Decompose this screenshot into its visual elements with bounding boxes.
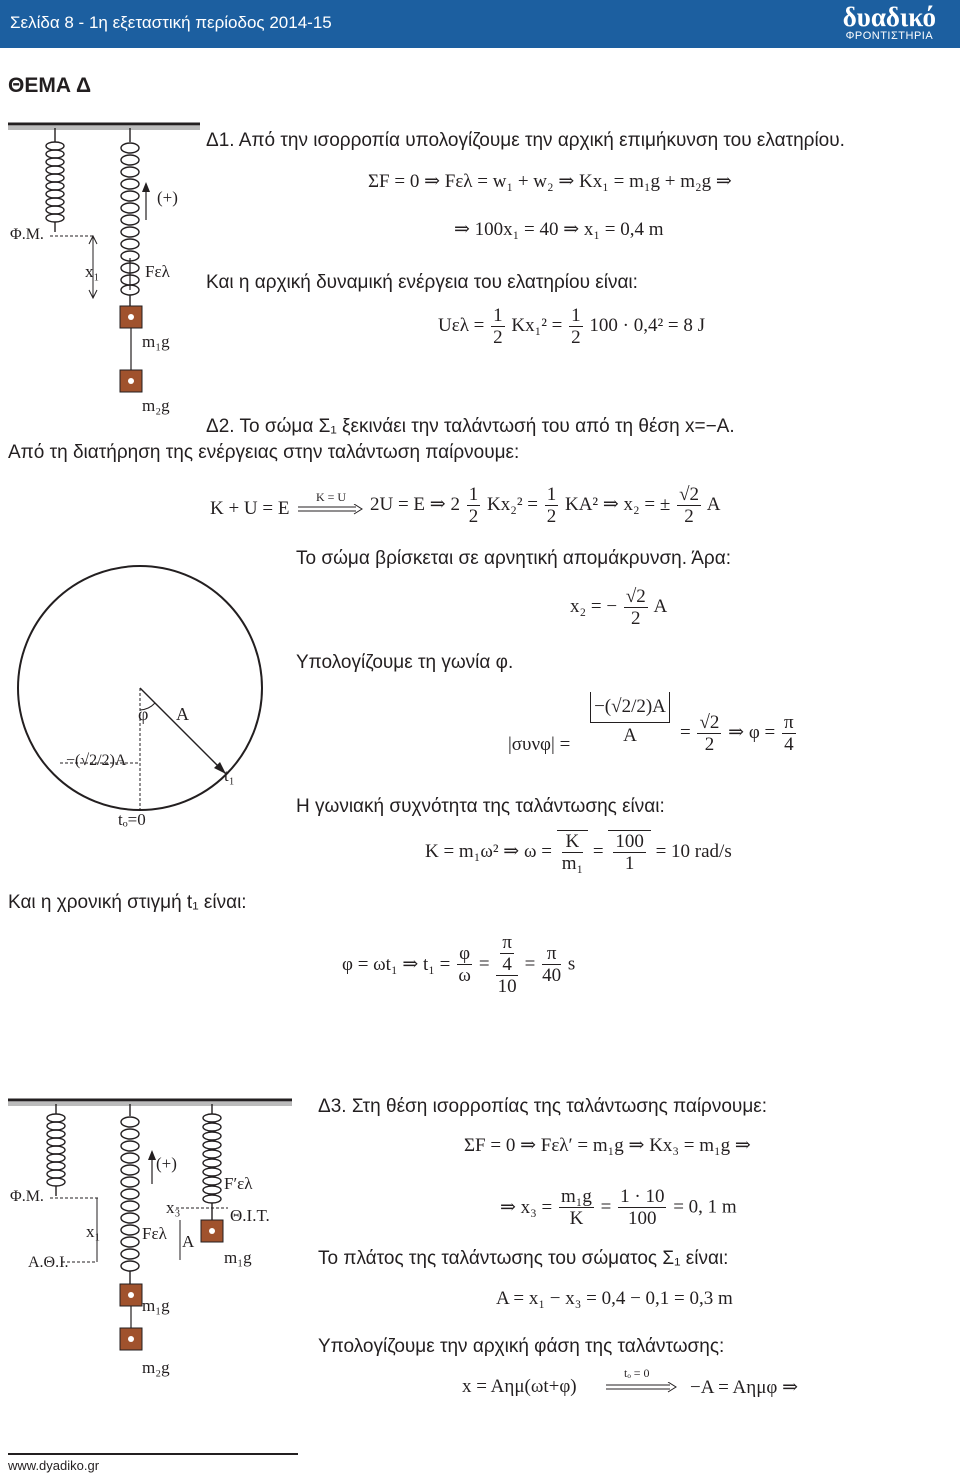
fig3-m1g-label-b: m₁g (142, 1296, 170, 1315)
frac-num: 1 (546, 484, 557, 505)
footer-rule (8, 1453, 298, 1455)
fig3-felp-label: F′ελ (224, 1174, 253, 1193)
d2-frac-pi40 (542, 943, 561, 986)
frac-num: 1 (468, 484, 479, 505)
d2-frac-sqrt2 (677, 484, 701, 527)
frac-den: 1 (624, 853, 635, 874)
d2-eq-cos-right (680, 712, 798, 755)
frac-num: √2 (699, 712, 720, 733)
frac-num: π (542, 943, 561, 965)
fig1-m1g-label: m₁g (142, 332, 170, 351)
fig1-x1-label: x₁ (85, 262, 100, 281)
d2-eq-t1 (342, 932, 575, 997)
section-title: ΘΕΜΑ Δ (8, 74, 92, 97)
d2-eq-a: A (706, 493, 721, 515)
frac-den: 2 (704, 734, 715, 755)
d3-eq2 (500, 1186, 737, 1229)
page-header (0, 0, 960, 48)
frac-den: 2 (571, 327, 581, 348)
frac-den: 100 (628, 1208, 657, 1229)
d2-frac-km (562, 831, 583, 874)
d3-eq2-res: = 0, 1 m (673, 1196, 737, 1218)
d2-eq-t1-left: φ = ωt₁ ⇒ t₁ = (342, 954, 451, 975)
logo-main: δυαδικό (842, 2, 936, 32)
d1-eq3-frac2 (569, 305, 583, 348)
d2-eq-sign-2: = (592, 840, 604, 862)
frac-den: 4 (502, 954, 512, 975)
d2-eq-sign-3: = (478, 953, 490, 975)
d2-eq-sign: = (680, 721, 691, 743)
sqrt-100-1 (608, 830, 651, 874)
d1-eq3-right: 100 · 0,4² = 8 J (589, 314, 706, 336)
d2-eq-cos-den: A (623, 725, 637, 746)
frac-num: m₁g (561, 1186, 592, 1207)
fig1-plus-label: (+) (157, 188, 178, 207)
logo-sub: ΦΡΟΝΤΙΣΤΗΡΙΑ (845, 30, 934, 42)
d3-amp-text: Το πλάτος της ταλάντωσης του σώματος Σ₁ είναι: (318, 1248, 729, 1269)
d1-eq2: ⇒ 100x₁ = 40 ⇒ x₁ = 0,4 m (454, 219, 664, 240)
fig2-t1-label: t₁ (224, 766, 235, 785)
spring-natural-2 (47, 1104, 65, 1196)
fig2-t0-label: tₒ=0 (118, 810, 146, 829)
d2-t1-text: Και η χρονική στιγμή t₁ είναι: (8, 892, 247, 913)
d1-eq3-left: Uελ = (438, 314, 485, 336)
d2-eq-omega-left: K = m₁ω² ⇒ ω = (425, 840, 552, 862)
frac-num: 1 (493, 305, 503, 326)
fig3-fm-label: Φ.Μ. (10, 1188, 44, 1205)
d2-eq-sign-4: = (524, 953, 536, 975)
d3-eq3: A = x₁ − x₃ = 0,4 − 0,1 = 0,3 m (496, 1288, 733, 1309)
d2-frac-phi-omega (457, 943, 472, 986)
fig3-ath-label: Α.Θ.Ι. (28, 1254, 69, 1271)
d2-eq-energy (370, 484, 720, 527)
d2-eq-omega-res: = 10 rad/s (655, 840, 732, 862)
fig2-a-label: A (176, 704, 189, 724)
fig3-x1-label: x₁ (86, 1222, 101, 1241)
frac-den: 2 (684, 506, 694, 527)
d3-eq4-right: −A = Aημφ ⇒ (690, 1377, 799, 1398)
d1-eq3-frac1 (491, 305, 505, 348)
d2-eq-kue: K + U = E (210, 498, 290, 519)
d1-eq3 (438, 305, 705, 348)
d2-eq-ka2: KA² ⇒ x₂ = ± (564, 493, 671, 515)
d3-eq4-left: x = Aημ(ωt+φ) (462, 1376, 577, 1397)
d1-eq1: ΣF = 0 ⇒ Fελ = w₁ + w₂ ⇒ Kx₁ = m₁g + m₂g ⇒ (368, 171, 732, 192)
fig3-fel-label: Fελ (142, 1224, 167, 1243)
logo (843, 4, 936, 42)
frac-num (496, 932, 518, 976)
d2-frac-100-1 (613, 831, 646, 874)
d2-negative-text: Το σώμα βρίσκεται σε αρνητική απομάκρυνση. Άρα: (296, 548, 731, 569)
d3-eq2-left: ⇒ x₃ = (500, 1197, 553, 1218)
spring-stretched-2 (121, 1104, 139, 1284)
d3-heading: Δ3. Στη θέση ισορροπίας της ταλάντωσης παίρνουμε: (318, 1096, 768, 1117)
frac-num: 1 · 10 (620, 1186, 665, 1207)
phasor-circle-figure (10, 548, 270, 838)
d3-eq4-cond: tₒ = 0 (624, 1366, 650, 1380)
frac-num: K (562, 831, 583, 853)
d3-frac-10-100 (618, 1186, 666, 1229)
d1-energy-text: Και η αρχική δυναμική ενέργεια του ελατηρίου είναι: (206, 272, 638, 293)
d2-eq-kx2: Kx₂² = (486, 493, 538, 515)
frac-den: 10 (497, 976, 517, 997)
d2-eq-cos-num: −(√2/2)A (590, 692, 670, 723)
frac-num: π (784, 712, 794, 733)
frac-den: 2 (631, 608, 641, 629)
frac-den: 4 (784, 734, 794, 755)
sqrt-k-m (557, 830, 588, 874)
d2-eq-x2 (570, 586, 667, 629)
implies-arrow (296, 504, 366, 516)
footer-url: www.dyadiko.gr (8, 1458, 100, 1473)
d2-eq-phi: ⇒ φ = (728, 721, 776, 743)
fig3-m2g-label: m₂g (142, 1358, 170, 1377)
d3-frac-m1g-k (559, 1186, 594, 1229)
d2-eq-2ue: 2U = E ⇒ 2 (370, 493, 460, 515)
frac-den: 2 (493, 327, 503, 348)
d2-unit-s: s (567, 953, 576, 975)
d1-eq3-mid: Kx₁² = (511, 314, 563, 336)
d2-eq-cos-frac (590, 692, 670, 749)
frac-den: K (569, 1208, 584, 1229)
spring-natural (46, 128, 64, 232)
fig2-phi-label: φ (138, 704, 149, 724)
d2-frac-half-2 (545, 484, 559, 527)
frac-den: 2 (546, 506, 557, 527)
fig3-thit-label: Θ.Ι.Τ. (230, 1206, 270, 1225)
fig2-neg-sqrt-label: −(√2/2)A (66, 752, 127, 769)
frac-den: 40 (542, 965, 562, 986)
frac-num: φ (459, 943, 471, 964)
d3-eq-sign: = (600, 1196, 612, 1218)
d2-eq-omega (425, 830, 732, 874)
d2-frac-cos (697, 712, 721, 755)
d3-phase-text: Υπολογίζουμε την αρχική φάση της ταλάντωσης: (318, 1336, 725, 1357)
fig3-plus-label: (+) (156, 1154, 177, 1173)
d2-frac-inner (500, 932, 514, 975)
d2-conservation-text: Από τη διατήρηση της ενέργειας στην ταλάντωση παίρνουμε: (8, 442, 520, 463)
fig1-m2g-label: m₂g (142, 396, 170, 415)
d2-eq-cond: K = U (316, 490, 347, 504)
page-label: Σελίδα 8 - 1η εξεταστική περίοδος 2014-15 (10, 13, 332, 32)
d2-frac-x2 (624, 586, 648, 629)
d2-frac-pi4-10 (496, 932, 518, 997)
spring-eq-3 (203, 1104, 221, 1220)
frac-num: 1 (571, 305, 581, 326)
d2-eq-x2-a: A (653, 595, 668, 617)
fig3-m1g-label-a: m₁g (224, 1248, 252, 1267)
d2-omega-text: Η γωνιακή συχνότητα της ταλάντωσης είναι: (296, 796, 665, 817)
fig3-x3-label: x₃ (166, 1198, 181, 1217)
implies-arrow-2 (604, 1382, 682, 1394)
frac-num: 100 (615, 831, 644, 852)
d2-heading: Δ2. Το σώμα Σ₁ ξεκινάει την ταλάντωσή του από τη θέση x=−A. (206, 416, 735, 437)
frac-den: ω (458, 965, 471, 986)
fig1-fm-label: Φ.Μ. (10, 226, 44, 243)
frac-num: √2 (679, 484, 699, 505)
spring-figure-1 (0, 120, 210, 430)
frac-den: m₁ (561, 853, 584, 874)
d2-eq-cos-left: |συνφ| = (508, 734, 571, 755)
d1-heading: Δ1. Από την ισορροπία υπολογίζουμε την αρχική επιμήκυνση του ελατηρίου. (206, 130, 845, 151)
d3-eq1: ΣF = 0 ⇒ Fελ′ = m₁g ⇒ Kx₃ = m₁g ⇒ (464, 1135, 751, 1156)
d2-eq-x2-left: x₂ = − (570, 595, 618, 617)
frac-num: √2 (625, 586, 646, 607)
d2-angle-text: Υπολογίζουμε τη γωνία φ. (296, 652, 514, 673)
fig1-fel-label: Fελ (145, 262, 170, 281)
frac-num: π (502, 932, 512, 953)
frac-den: 2 (468, 506, 479, 527)
fig3-a-label: A (182, 1232, 195, 1251)
d2-frac-half-1 (467, 484, 481, 527)
d2-frac-pi4 (782, 712, 796, 755)
